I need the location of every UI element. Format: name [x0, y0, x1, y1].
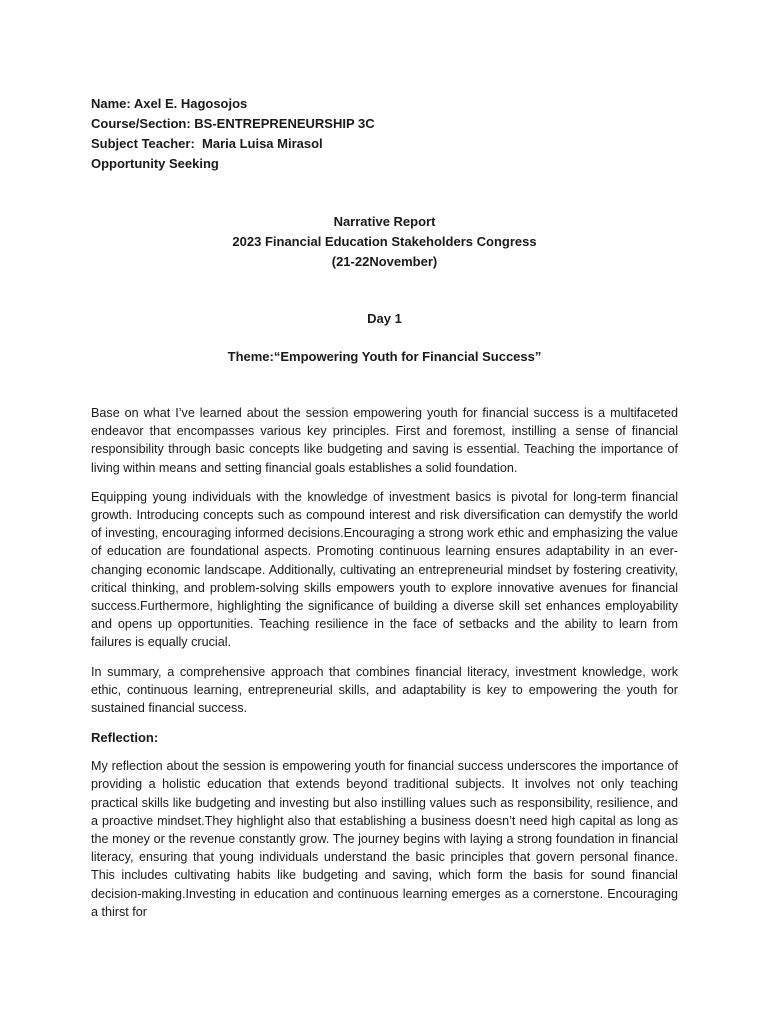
student-name: Name: Axel E. Hagosojos [91, 96, 248, 111]
day-heading: Day 1 [367, 311, 402, 326]
reflection-heading: Reflection: [91, 730, 159, 746]
paragraph: Base on what I’ve learned about the session empowering youth for financial success is a multifaceted endeavor that encompasses various key principles. First and foremost, instilling a sense of financial responsibility through basic concepts like budgeting and saving is essential. Teaching the importance of living within means and setting financial goals establishes a solid foundation. [91, 406, 678, 475]
report-body [91, 404, 678, 921]
event-name: 2023 Financial Education Stakeholders Congress [232, 234, 537, 249]
event-dates: (21-22November) [331, 254, 438, 269]
report-heading [91, 212, 678, 272]
paragraph: Equipping young individuals with the knowledge of investment basics is pivotal for long-term financial growth. Introducing concepts such as compound interest and risk diversification can demystify the world of investing, encouraging informed decisions.Encouraging a strong work ethic and emphasizing the value of education are foundational aspects. Promoting continuous learning ensures adaptability in an ever-changing economic landscape. Additionally, cultivating an entrepreneurial mindset by fostering creativity, critical thinking, and problem-solving skills empowers youth to explore innovative avenues for financial success.Furthermore, highlighting the significance of building a diverse skill set enhances employability and opens up opportunities. Teaching resilience in the face of setbacks and the ability to learn from failures is equally crucial. [91, 489, 678, 650]
reflection-paragraph: My reflection about the session is empowering youth for financial success underscores the importance of providing a holistic education that extends beyond traditional subjects. It involves not only teaching practical skills like budgeting and investing but also instilling values such as responsibility, resilience, and a proactive mindset.They highlight also that establishing a business doesn’t need high capital as long as the money or the revenue constantly grow. The journey begins with laying a strong foundation in financial literacy, ensuring that young individuals understand the basic principles that govern personal finance. This includes cultivating habits like budgeting and saving, which form the basis for sound financial decision-making.Investing in education and continuous learning emerges as a cornerstone. Encouraging a thirst for [91, 759, 678, 919]
student-info [91, 94, 678, 174]
subject-teacher: Subject Teacher: Maria Luisa Mirasol [91, 136, 323, 151]
report-title: Narrative Report [333, 214, 436, 229]
theme-heading: Theme:“Empowering Youth for Financial Success” [227, 349, 542, 364]
paragraph: In summary, a comprehensive approach that combines financial literacy, investment knowledge, work ethic, continuous learning, entrepreneurial skills, and adaptability is key to empowering the youth for sustained financial success. [91, 664, 678, 716]
course-section: Course/Section: BS-ENTREPRENEURSHIP 3C [91, 116, 375, 131]
subject-name: Opportunity Seeking [91, 156, 219, 171]
